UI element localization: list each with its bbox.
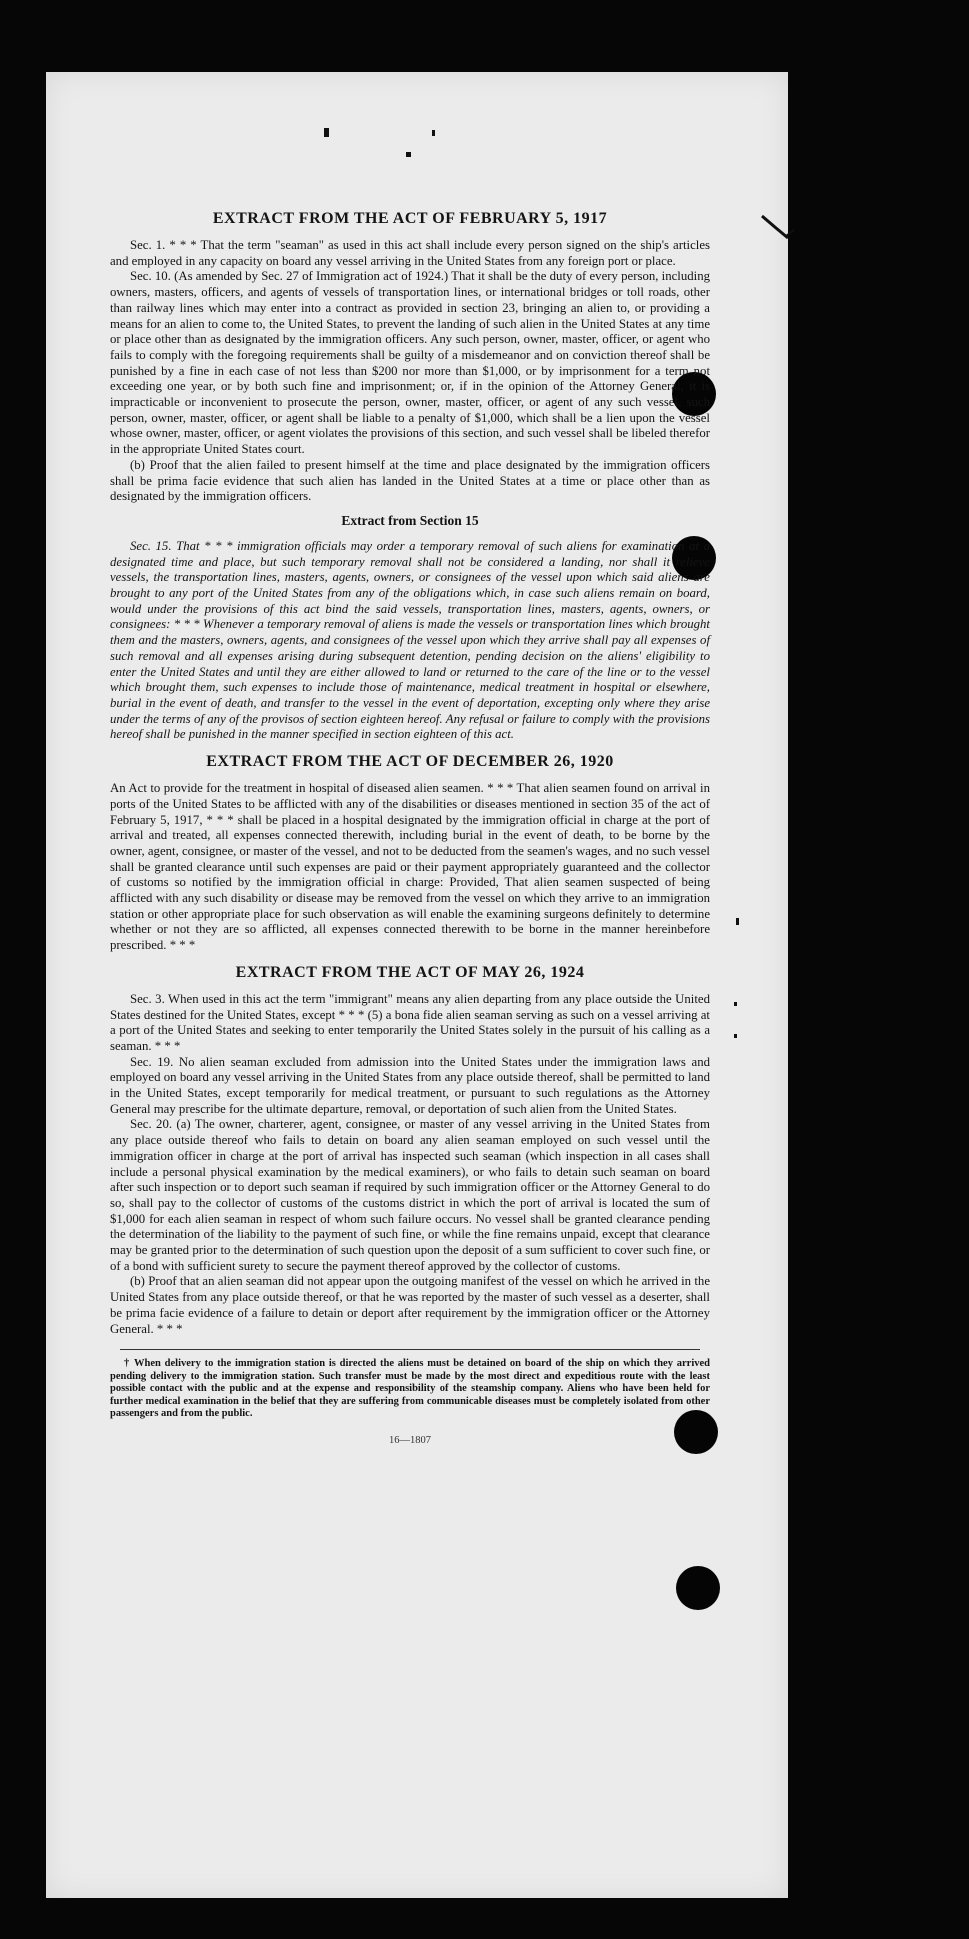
paragraph: (b) Proof that the alien failed to present himself at the time and place designated by the immigration officers shall be prima facie evidence that such alien has landed in the United States at a time or place other than as designated by the immigration officers.: [110, 457, 710, 504]
paragraph: Sec. 20. (a) The owner, charterer, agent, consignee, or master of any vessel arriving in the United States from any place outside thereof who fails to detain on board any alien seaman employed on such vessel until the immigration officer in charge at the port of arrival has inspected such seaman (which inspection in all cases shall include a personal physical examination by the medical examiners), or who fails to detain such seaman on board after such inspection or to deport such seaman if required by such immigration officer or the Attorney General to do so, shall pay to the collector of customs of the customs district in which the port of arrival is located the sum of $1,000 for each alien seaman in respect of whom such failure occurs. No vessel shall be granted clearance pending the determination of the liability to the payment of such fine, or while the fine remains unpaid, except that clearance may be granted prior to the determination of such question upon the deposit of a sum sufficient to cover such fine, or of a bond with sufficient surety to secure the payment thereof approved by the collector of customs.: [110, 1117, 710, 1273]
paragraph: Sec. 3. When used in this act the term "immigrant" means any alien departing from any place outside the United States destined for the United States, except * * * (5) a bona fide alien seaman serving as such on a vessel arriving at a port of the United States and seeking to enter temporarily the United States solely in the pursuit of his calling as a seaman. * * *: [110, 991, 710, 1053]
section-heading: EXTRACT FROM THE ACT OF FEBRUARY 5, 1917: [212, 210, 608, 227]
footnote: † When delivery to the immigration station is directed the aliens must be detained on board of the ship on which they arrived pending delivery to the immigration station. Such transfer must be made by the most direct and expeditious route with the least possible contact with the public and at the expense and responsibility of the steamship company. Aliens who have been held for further medical examination in the belief that they are suffering from communicable diseases must be completely isolated from other passengers and from the public.: [110, 1358, 710, 1420]
scan-speck: [324, 128, 329, 137]
paragraph: Sec. 10. (As amended by Sec. 27 of Immigration act of 1924.) That it shall be the duty of every person, including owners, masters, officers, and agents of vessels of transportation lines, or international bridges or toll roads, other than railway lines which may enter into a contract as provided in section 23, bringing an alien to, or providing a means for an alien to come to, the United States, to prevent the landing of such alien in the United States at any time or place other than as designated by the immigration officers. Any such person, owner, master, officer, or agent who fails to comply with the foregoing requirements shall be guilty of a misdemeanor and on conviction thereof shall be punished by a fine in each case of not less than $200 nor more than $1,000, or by imprisonment for a term not exceeding one year, or by both such fine and imprisonment; or, if in the opinion of the Attorney General, it is impracticable or inconvenient to prosecute the person, owner, master, officer, or agent of any such vessel, such person, owner, master, officer, or agent shall be liable to a penalty of $1,000, which shall be a lien upon the vessel whose owner, master, officer, or agent violates the provisions of this section, and such vessel shall be libeled therefor in the appropriate United States court.: [110, 269, 710, 457]
section-heading: EXTRACT FROM THE ACT OF MAY 26, 1924: [235, 963, 585, 981]
paper-clip-icon: [758, 212, 798, 242]
section-heading: EXTRACT FROM THE ACT OF DECEMBER 26, 1920: [206, 753, 614, 771]
scan-speck: [406, 152, 411, 157]
paragraph: An Act to provide for the treatment in hospital of diseased alien seamen. * * * That alien seamen found on arrival in ports of the United States to be afflicted with any of the disabilities or diseases mentioned in section 35 of the act of February 5, 1917, * * * shall be placed in a hospital designated by the immigration official in charge at the port of arrival and treated, all expenses connected therewith, including burial in the event of death, to be borne by the owner, agent, consignee, or master of the vessel, and not to be deducted from the seamen's wages, and no such vessel shall be granted clearance until such expenses are paid or their payment appropriately guaranteed and the collector of customs so notified by the immigration official in charge: Provided, That alien seamen suspected of being afflicted with any such disability or disease may be removed from the vessel on which they arrive to an immigration station or other appropriate place for such observation as will enable the examining surgeons definitely to determine whether or not they are so afflicted, all expenses connected therewith to be borne in the manner hereinbefore prescribed. * * *: [110, 781, 710, 953]
document-page: [46, 72, 788, 1898]
scan-speck: [734, 1034, 737, 1038]
section-subheading: Extract from Section 15: [341, 512, 479, 528]
scan-speck: [734, 1002, 737, 1006]
paragraph: (b) Proof that an alien seaman did not appear upon the outgoing manifest of the vessel on which he arrived in the United States from any place outside thereof, or that he was reported by the master of such vessel as a deserter, shall be prima facie evidence of a failure to detain or deport after requirement by the immigration officer or the Attorney General. * * *: [110, 1274, 710, 1336]
paragraph: Sec. 15. That * * * immigration officials may order a temporary removal of such aliens for examination at a designated time and place, but such temporary removal shall not be considered a landing, nor shall it relieve vessels, the transportation lines, masters, agents, owners, or consignees of the vessel upon which said aliens are brought to any port of the United States from any of the obligations which, in case such aliens remain on board, would under the provisions of this act bind the said vessels, transportation lines, masters, agents, owners, or consignees: * * * Whenever a temporary removal of aliens is made the vessels or transportation lines which brought them and the masters, owners, agents, and consignees of the vessel upon which they arrive shall pay all expenses of such removal and all expenses arising during subsequent detention, pending decision on the aliens' eligibility to enter the United States and until they are either allowed to land or returned to the care of the line or to the vessel which brought them, such expenses to include those of maintenance, medical treatment in hospital or elsewhere, burial in the event of death, and transfer to the vessel in the event of deportation, excepting only where they arise under the terms of any of the provisos of section eighteen hereof. Any refusal or failure to comply with the provisions hereof shall be punished in the manner specified in section eighteen of this act.: [110, 538, 710, 742]
paragraph: Sec. 1. * * * That the term "seaman" as used in this act shall include every person signed on the ship's articles and employed in any capacity on board any vessel arriving in the United States from any foreign port or place.: [110, 238, 710, 268]
page-number: 16—1807: [389, 1434, 431, 1446]
punch-hole: [676, 1566, 720, 1610]
scan-speck: [432, 130, 435, 136]
scan-speck: [736, 918, 739, 925]
paragraph: Sec. 19. No alien seaman excluded from admission into the United States under the immigration laws and employed on board any vessel arriving in the United States from any place outside thereof, shall be permitted to land in the United States, except temporarily for medical treatment, or pursuant to such regulations as the Attorney General may prescribe for the ultimate departure, removal, or deportation of such alien from the United States.: [110, 1054, 710, 1116]
divider: [120, 1349, 700, 1350]
document-body: [110, 200, 710, 1446]
